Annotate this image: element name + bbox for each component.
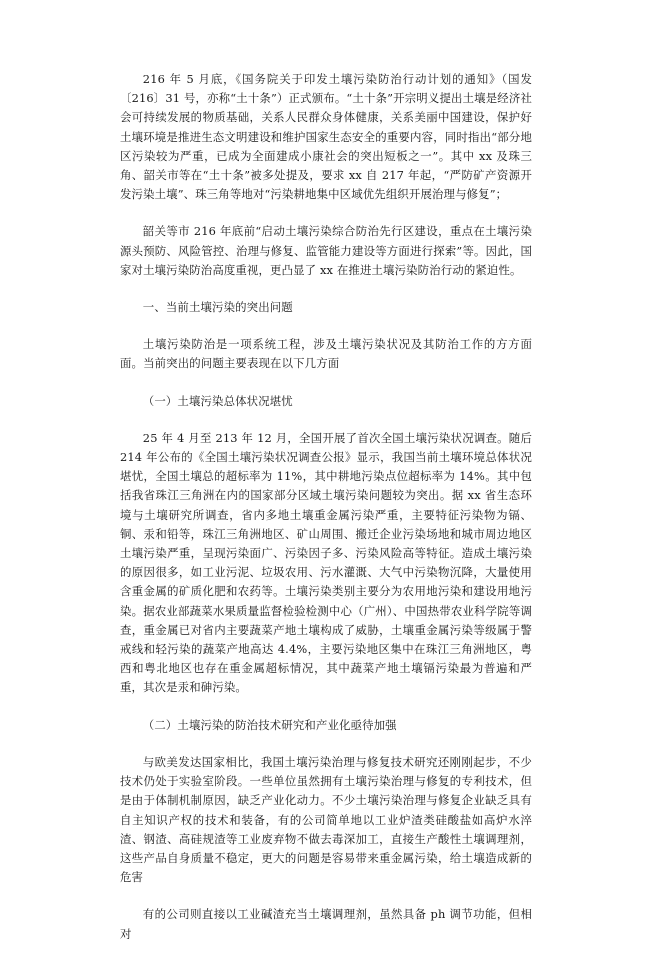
subsection-heading-2: （二）土壤污染的防治技术研究和产业化亟待加强 xyxy=(142,717,397,732)
paragraph-overview: 土壤污染防治是一项系统工程，涉及土壤污染状况及其防治工作的方方面面。当前突出的问题主要表现在以下几方面 xyxy=(120,337,532,371)
paragraph-intro: 216 年 5 月底，《国务院关于印发土壤污染防治行动计划的通知》（国发〔216〕31 号，亦称“土十条”）正式颁布。“土十条”开宗明义提出土壤是经济社会可持续发展的物质基础，关系人民群众身体健康，关系美丽中国建设，保护好土壤环境是推进生态文明建设和维护国家生态安全的重要内容，同时指出“部分地区污染较为严重，已成为全面建成小康社会的突出短板之一”。其中 xx 及珠三角、韶关市等在“土十条”被多处提及，要求 xx 自 217 年起，“严防矿产资源开发污染土壤”、珠三角等地对“污染耕地集中区域优先组织开展治理与修复”； xyxy=(120,72,532,202)
paragraph-survey: 25 年 4 月至 213 年 12 月，全国开展了首次全国土壤污染状况调查。随后 214 年公布的《全国土壤污染状况调查公报》显示，我国当前土壤环境总体状况堪忧，全国土壤总的超标率为 11%，其中耕地污染点位超标率为 14%。其中包括我省珠江三角洲在内的国家部分区域土壤污染问题较为突出。据 xx 省生态环境与土壤研究所调查，省内多地土壤重金属污染严重，主要特征污染物为镉、铜、汞和铅等，珠江三角洲地区、矿山周围、搬迁企业污染场地和城市周边地区土壤污染严重，呈现污染面广、污染因子多、污染风险高等特征。造成土壤污染的原因很多，如工业污泥、垃圾农用、污水灌溉、大气中污染物沉降，大量使用含重金属的矿质化肥和农药等。土壤污染类别主要分为农用地污染和建设用地污染。据农业部蔬菜水果质量监督检验检测中心（广州）、中国热带农业科学院等调查，重金属已对省内主要蔬菜产地土壤构成了威胁，土壤重金属污染等级属于警戒线和轻污染的蔬菜产地高达 4.4%，主要污染地区集中在珠江三角洲地区，粤西和粤北地区也存在重金属超标情况，其中蔬菜产地土壤镉污染最为普遍和严重，其次是汞和砷污染。 xyxy=(120,430,532,695)
paragraph-technology: 与欧美发达国家相比，我国土壤污染治理与修复技术研究还刚刚起步，不少技术仍处于实验室阶段。一些单位虽然拥有土壤污染治理与修复的专利技术，但是由于体制机制原因，缺乏产业化动力。不少土壤污染治理与修复企业缺乏具有自主知识产权的技术和装备，有的公司简单地以工业炉渣类硅酸盐如高炉水淬渣、钢渣、高硅规渣等工业废弃物不做去毒深加工，直接生产酸性土壤调理剂，这些产品自身质量不稳定，更大的问题是容易带来重金属污染，给土壤造成新的危害 xyxy=(120,754,532,885)
paragraph-shaoguan: 韶关等市 216 年底前“启动土壤污染综合防治先行区建设，重点在土壤污染源头预防、风险管控、治理与修复、监管能力建设等方面进行探索”等。因此，国家对土壤污染防治高度重视，更凸显了 xx 在推进土壤污染防治行动的紧迫性。 xyxy=(120,224,532,277)
subsection-heading-1: （一）土壤污染总体状况堪忧 xyxy=(142,393,293,408)
paragraph-alkali-slag: 有的公司则直接以工业碱渣充当土壤调理剂，虽然具备 ph 调节功能，但相对 xyxy=(120,907,532,941)
section-heading-1: 一、当前土壤污染的突出问题 xyxy=(142,300,293,315)
document-page xyxy=(120,70,532,962)
